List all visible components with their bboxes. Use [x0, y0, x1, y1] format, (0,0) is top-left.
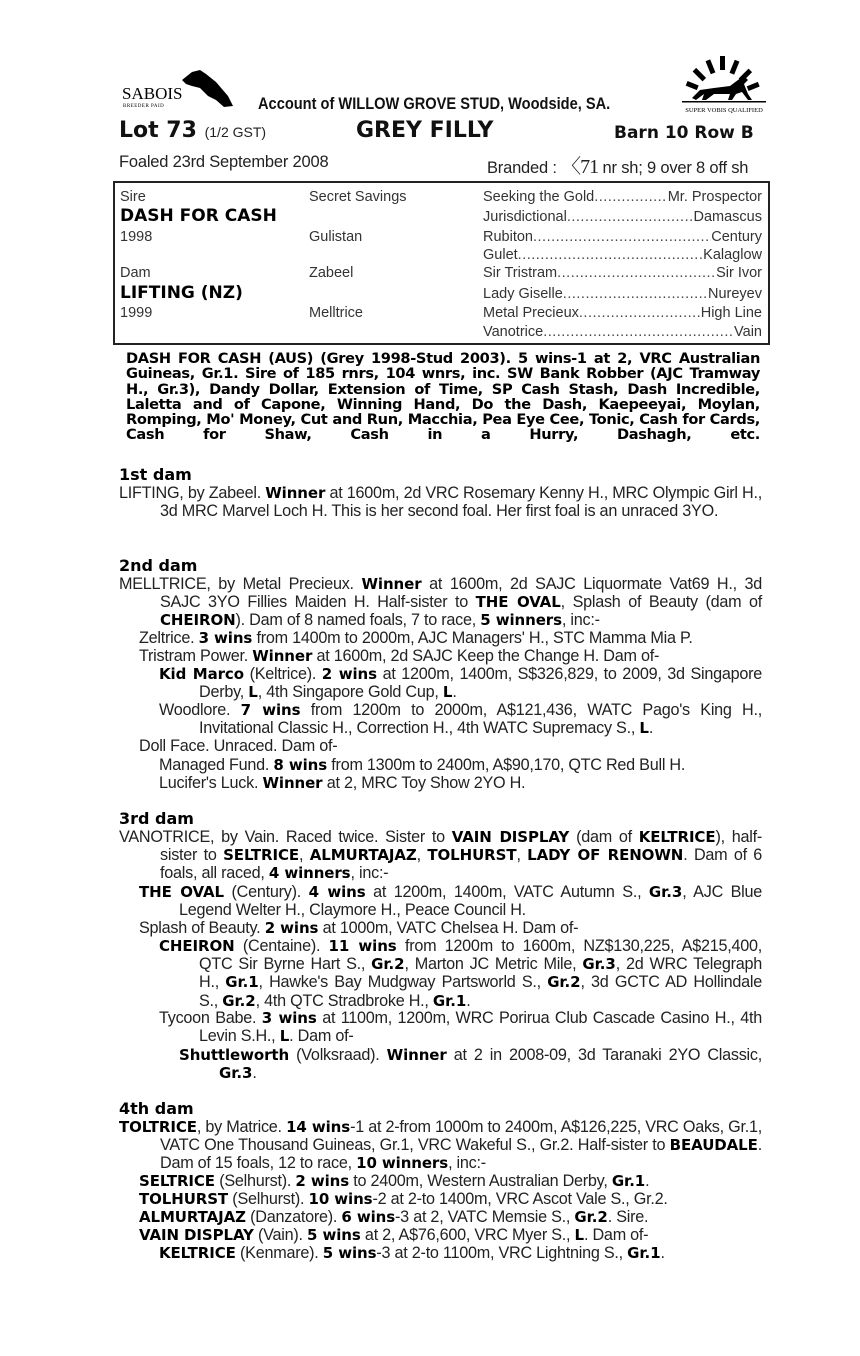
leader-dots — [533, 229, 711, 245]
sabois-logo — [120, 66, 238, 110]
ggp-name: Lady Giselle — [483, 286, 563, 302]
grand-progeny-entry: Woodlore. 7 wins from 1200m to 2000m, A$121,436, WATC Pago's King H., Invitational Classic H., Correction H., 4th WATC Supremacy S., L. — [159, 701, 762, 738]
super-vobis-logo — [678, 54, 770, 116]
great-grandparent-row — [483, 265, 762, 281]
sire-dam: Gulistan — [309, 229, 363, 245]
ggp-name: Sir Tristram — [483, 265, 558, 281]
leader-dots — [557, 265, 716, 281]
grand-progeny-entry: Tycoon Babe. 3 wins at 1100m, 1200m, WRC Porirua Club Cascade Casino H., 4th Levin S.H., L. Dam of- — [159, 1009, 762, 1046]
great-grandparent-row — [483, 247, 762, 263]
great-grandparent-row — [483, 189, 762, 205]
great-grandparent-row — [483, 324, 762, 340]
sex-color-title: GREY FILLY — [356, 118, 494, 143]
great-grandparent-row — [483, 305, 762, 321]
leader-dots — [518, 247, 703, 263]
first-dam-heading: 1st dam — [119, 465, 192, 484]
progeny-entry: Splash of Beauty. 2 wins at 1000m, VATC Chelsea H. Dam of- — [139, 919, 579, 937]
ggp-sire: Vain — [734, 324, 762, 340]
ggp-name: Seeking the Gold — [483, 189, 595, 205]
lot-label: Lot 73 — [119, 118, 197, 143]
dam-dam: Melltrice — [309, 305, 363, 321]
super-vobis-caption: SUPER VOBIS QUALIFIED — [685, 107, 763, 114]
leader-dots — [594, 189, 667, 205]
dam-sire: Zabeel — [309, 265, 354, 281]
third-dam-entry: VANOTRICE, by Vain. Raced twice. Sister to VAIN DISPLAY (dam of KELTRICE), half-sister to SELTRICE, ALMURTAJAZ, TOLHURST, LADY OF RENOWN. Dam of 6 foals, all raced, 4 winners, inc:- — [119, 828, 763, 883]
first-dam-entry: LIFTING, by Zabeel. Winner at 1600m, 2d VRC Rosemary Kenny H., MRC Olympic Girl H., 3d MRC Marvel Loch H. This is her second foal. Her first foal is an unraced 3YO. — [119, 484, 762, 521]
ggp-sire: Nureyev — [708, 286, 762, 302]
grand-progeny-entry: Lucifer's Luck. Winner at 2, MRC Toy Show 2YO H. — [159, 774, 526, 792]
progeny-entry: Tristram Power. Winner at 1600m, 2d SAJC Keep the Change H. Dam of- — [139, 647, 660, 665]
leader-dots — [579, 305, 701, 321]
ggp-name: Gulet — [483, 247, 518, 263]
ggp-sire: Century — [711, 229, 762, 245]
ggp-sire: Damascus — [693, 209, 762, 225]
branded-detail: nr sh; 9 over 8 off sh — [602, 159, 749, 177]
ggp-name: Jurisdictional — [483, 209, 567, 225]
grand-progeny-entry: KELTRICE (Kenmare). 5 wins-3 at 2-to 1100m, VRC Lightning S., Gr.1. — [159, 1244, 665, 1262]
great-grand-progeny-entry: Shuttleworth (Volksraad). Winner at 2 in 2008-09, 3d Taranaki 2YO Classic, Gr.3. — [179, 1046, 762, 1083]
lot-number — [119, 118, 266, 143]
ggp-sire: Mr. Prospector — [667, 189, 762, 205]
dam-name: LIFTING (NZ) — [120, 283, 243, 303]
sire-summary: DASH FOR CASH (AUS) (Grey 1998-Stud 2003). 5 wins-1 at 2, VRC Australian Guineas, Gr.1. Sire of 185 rnrs, 104 wnrs, inc. SW Bank Robber (AJC Tramway H., Gr.3), Dandy Dollar, Extension of Time, SP Cash Stash, Dash Incredible, Laletta and of Capone, Winning Hand, Do the Dash, Kaepeeyai, Moylan, Romping, Mo' Money, Cut and Run, Macchia, Pea Eye Cee, Tonic, Cash for Cards, Cash for Shaw, Cash in a Hurry, Dashagh, etc. — [126, 350, 760, 444]
pedigree-table — [113, 181, 770, 345]
sire-sire: Secret Savings — [309, 189, 407, 205]
horse-sunburst-icon — [678, 54, 770, 116]
progeny-entry: SELTRICE (Selhurst). 2 wins to 2400m, Western Australian Derby, Gr.1. — [139, 1172, 650, 1190]
lot-gst: (1/2 GST) — [204, 124, 267, 140]
progeny-entry: Zeltrice. 3 wins from 1400m to 2000m, AJC Managers' H., STC Mamma Mia P. — [139, 629, 693, 647]
progeny-entry: ALMURTAJAZ (Danzatore). 6 wins-3 at 2, VATC Memsie S., Gr.2. Sire. — [139, 1208, 649, 1226]
fourth-dam-heading: 4th dam — [119, 1099, 194, 1118]
great-grandparent-row — [483, 209, 762, 225]
ggp-name: Metal Precieux — [483, 305, 579, 321]
ggp-name: Vanotrice — [483, 324, 544, 340]
fourth-dam-entry: TOLTRICE, by Matrice. 14 wins-1 at 2-from 1000m to 2400m, A$126,225, VRC Oaks, Gr.1, VATC One Thousand Guineas, Gr.1, VRC Wakeful S., Gr.2. Half-sister to BEAUDALE. Dam of 15 foals, 12 to race, 10 winners, inc:- — [119, 1118, 762, 1173]
progeny-entry: VAIN DISPLAY (Vain). 5 wins at 2, A$76,600, VRC Myer S., L. Dam of- — [139, 1226, 649, 1244]
branded-label: Branded : — [487, 159, 557, 177]
leader-dots — [543, 324, 734, 340]
vendor-account: Account of WILLOW GROVE STUD, Woodside, SA. — [258, 94, 611, 113]
second-dam-heading: 2nd dam — [119, 556, 198, 575]
great-grandparent-row — [483, 229, 762, 245]
grand-progeny-entry: CHEIRON (Centaine). 11 wins from 1200m to 1600m, NZ$130,225, A$215,400, QTC Sir Byrne Hart S., Gr.2, Marton JC Metric Mile, Gr.3, 2d WRC Telegraph H., Gr.1, Hawke's Bay Mudgway Partsworld S., Gr.2, 3d GCTC AD Hollindale S., Gr.2, 4th QTC Stradbroke H., Gr.1. — [159, 937, 762, 1010]
sire-year: 1998 — [120, 229, 153, 245]
progeny-entry: TOLHURST (Selhurst). 10 wins-2 at 2-to 1400m, VRC Ascot Vale S., Gr.2. — [139, 1190, 668, 1208]
ggp-sire: High Line — [700, 305, 762, 321]
leader-dots — [563, 286, 708, 302]
sabois-wordmark: SABOIS — [122, 84, 183, 103]
branding-info — [487, 150, 748, 179]
ggp-sire: Kalaglow — [703, 247, 762, 263]
grand-progeny-entry: Kid Marco (Keltrice). 2 wins at 1200m, 1400m, S$326,829, to 2009, 3d Singapore Derby, L, 4th Singapore Gold Cup, L. — [159, 665, 762, 702]
barn-location: Barn 10 Row B — [614, 123, 754, 143]
sire-name: DASH FOR CASH — [120, 206, 277, 226]
foaled-date: Foaled 23rd September 2008 — [119, 153, 329, 171]
horse-head-icon — [120, 66, 238, 110]
brand-mark: 〈71 — [561, 156, 599, 178]
third-dam-heading: 3rd dam — [119, 809, 194, 828]
great-grandparent-row — [483, 286, 762, 302]
grand-progeny-entry: Managed Fund. 8 wins from 1300m to 2400m, A$90,170, QTC Red Bull H. — [159, 756, 686, 774]
second-dam-entry: MELLTRICE, by Metal Precieux. Winner at 1600m, 2d SAJC Liquormate Vat69 H., 3d SAJC 3YO Fillies Maiden H. Half-sister to THE OVAL, Splash of Beauty (dam of CHEIRON). Dam of 8 named foals, 7 to race, 5 winners, inc:- — [119, 575, 762, 630]
progeny-entry: THE OVAL (Century). 4 wins at 1200m, 1400m, VATC Autumn S., Gr.3, AJC Blue Legend Welter H., Claymore H., Peace Council H. — [139, 883, 763, 920]
dam-year: 1999 — [120, 305, 153, 321]
leader-dots — [567, 209, 694, 225]
sabois-tagline: BREEDER PAID — [123, 104, 165, 109]
sire-label: Sire — [120, 189, 146, 205]
dam-label: Dam — [120, 265, 151, 281]
progeny-entry: Doll Face. Unraced. Dam of- — [139, 737, 338, 755]
ggp-sire: Sir Ivor — [716, 265, 762, 281]
ggp-name: Rubiton — [483, 229, 533, 245]
